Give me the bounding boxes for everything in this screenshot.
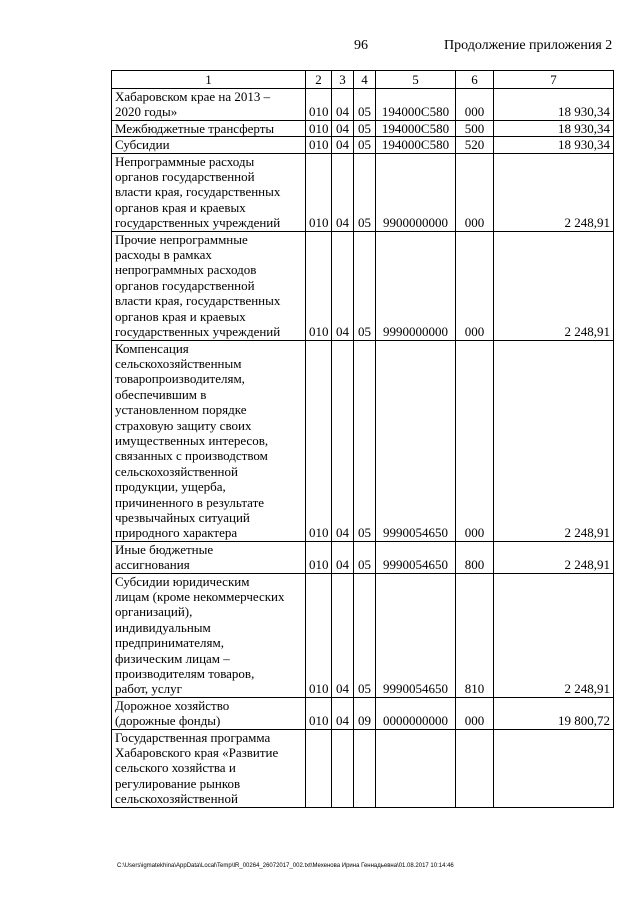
chapter-code-cell: 04 — [332, 541, 354, 573]
subsection-code-cell: 09 — [354, 697, 376, 729]
row-name-cell: Межбюджетные трансферты — [112, 120, 306, 136]
table-body — [112, 89, 614, 808]
row-name-cell: Хабаровском крае на 2013 – 2020 годы» — [112, 89, 306, 121]
expense-type-cell — [456, 729, 494, 807]
table-row — [112, 729, 614, 807]
subsection-code-cell: 05 — [354, 137, 376, 153]
table-row — [112, 697, 614, 729]
page-number: 96 — [354, 38, 368, 53]
expense-type-cell: 000 — [456, 231, 494, 340]
subsection-code-cell: 05 — [354, 541, 376, 573]
section-code-cell: 010 — [306, 153, 332, 231]
continuation-label: Продолжение приложения 2 — [444, 38, 613, 53]
table-header-row — [112, 71, 614, 89]
subsection-code-cell: 05 — [354, 231, 376, 340]
amount-cell: 2 248,91 — [494, 231, 614, 340]
amount-cell: 2 248,91 — [494, 153, 614, 231]
column-header: 2 — [306, 71, 332, 89]
target-article-cell: 9900000000 — [376, 153, 456, 231]
subsection-code-cell — [354, 729, 376, 807]
chapter-code-cell: 04 — [332, 89, 354, 121]
chapter-code-cell: 04 — [332, 153, 354, 231]
row-name-cell: Дорожное хозяйство (дорожные фонды) — [112, 697, 306, 729]
target-article-cell: 9990000000 — [376, 231, 456, 340]
target-article-cell: 9990054650 — [376, 573, 456, 697]
column-header: 7 — [494, 71, 614, 89]
row-name-cell: Государственная программа Хабаровского края «Развитие сельского хозяйства и регулирование рынков сельскохозяйственной — [112, 729, 306, 807]
expense-type-cell: 000 — [456, 697, 494, 729]
chapter-code-cell: 04 — [332, 231, 354, 340]
section-code-cell — [306, 729, 332, 807]
chapter-code-cell: 04 — [332, 137, 354, 153]
expense-type-cell: 800 — [456, 541, 494, 573]
expense-type-cell: 810 — [456, 573, 494, 697]
amount-cell — [494, 729, 614, 807]
chapter-code-cell: 04 — [332, 340, 354, 541]
column-header: 3 — [332, 71, 354, 89]
section-code-cell: 010 — [306, 137, 332, 153]
amount-cell: 2 248,91 — [494, 573, 614, 697]
table-row — [112, 89, 614, 121]
target-article-cell: 194000C580 — [376, 137, 456, 153]
subsection-code-cell: 05 — [354, 340, 376, 541]
chapter-code-cell: 04 — [332, 573, 354, 697]
amount-cell: 19 800,72 — [494, 697, 614, 729]
column-header: 4 — [354, 71, 376, 89]
target-article-cell: 0000000000 — [376, 697, 456, 729]
subsection-code-cell: 05 — [354, 153, 376, 231]
amount-cell: 18 930,34 — [494, 120, 614, 136]
target-article-cell: 9990054650 — [376, 340, 456, 541]
section-code-cell: 010 — [306, 89, 332, 121]
chapter-code-cell: 04 — [332, 120, 354, 136]
row-name-cell: Субсидии юридическим лицам (кроме некоммерческих организаций), индивидуальным предпринимателям, физическим лицам – производителям товаров, работ, услуг — [112, 573, 306, 697]
expense-type-cell: 000 — [456, 340, 494, 541]
row-name-cell: Иные бюджетные ассигнования — [112, 541, 306, 573]
expense-type-cell: 000 — [456, 89, 494, 121]
table-row — [112, 573, 614, 697]
table-row — [112, 120, 614, 136]
section-code-cell: 010 — [306, 541, 332, 573]
row-name-cell: Компенсация сельскохозяйственным товаропроизводителям, обеспечившим в установленном порядке страховую защиту своих имущественных интересов, связанных с производством сельскохозяйственной продукции, ущерба, причиненного в результате чрезвычайных ситуаций природного характера — [112, 340, 306, 541]
table-row — [112, 153, 614, 231]
table-row — [112, 137, 614, 153]
row-name-cell: Субсидии — [112, 137, 306, 153]
amount-cell: 2 248,91 — [494, 541, 614, 573]
table-row — [112, 340, 614, 541]
column-header: 5 — [376, 71, 456, 89]
amount-cell: 18 930,34 — [494, 89, 614, 121]
section-code-cell: 010 — [306, 697, 332, 729]
target-article-cell: 194000C580 — [376, 89, 456, 121]
subsection-code-cell: 05 — [354, 120, 376, 136]
column-header: 6 — [456, 71, 494, 89]
expense-type-cell: 000 — [456, 153, 494, 231]
target-article-cell: 9990054650 — [376, 541, 456, 573]
table-row — [112, 541, 614, 573]
section-code-cell: 010 — [306, 120, 332, 136]
file-path-footer: C:\Users\igmatekhina\AppData\Local\Temp\IR_00264_26072017_002.txt\Мехенова Ирина Геннадьевна\01.08.2017 10:14:46 — [117, 863, 454, 869]
chapter-code-cell: 04 — [332, 697, 354, 729]
section-code-cell: 010 — [306, 231, 332, 340]
row-name-cell: Прочие непрограммные расходы в рамках непрограммных расходов органов государственной власти края, государственных органов края и краевых государственных учреждений — [112, 231, 306, 340]
section-code-cell: 010 — [306, 573, 332, 697]
subsection-code-cell: 05 — [354, 573, 376, 697]
row-name-cell: Непрограммные расходы органов государственной власти края, государственных органов края и краевых государственных учреждений — [112, 153, 306, 231]
subsection-code-cell: 05 — [354, 89, 376, 121]
chapter-code-cell — [332, 729, 354, 807]
expense-type-cell: 520 — [456, 137, 494, 153]
expense-type-cell: 500 — [456, 120, 494, 136]
section-code-cell: 010 — [306, 340, 332, 541]
budget-table — [111, 70, 614, 808]
target-article-cell: 194000C580 — [376, 120, 456, 136]
amount-cell: 2 248,91 — [494, 340, 614, 541]
column-header: 1 — [112, 71, 306, 89]
target-article-cell — [376, 729, 456, 807]
table-row — [112, 231, 614, 340]
amount-cell: 18 930,34 — [494, 137, 614, 153]
